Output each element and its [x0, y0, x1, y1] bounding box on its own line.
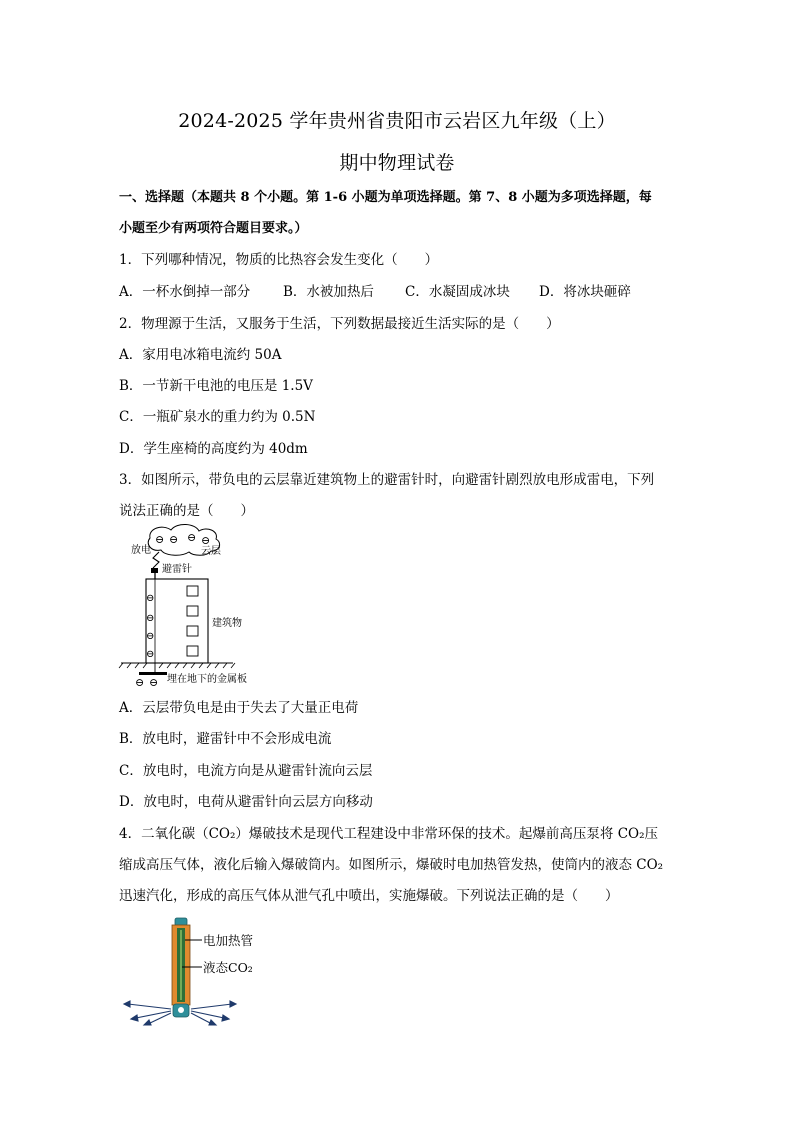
rod-charge-2: ⊖ — [146, 613, 155, 624]
section-heading-cont: 小题至少有两项符合题目要求。） — [119, 221, 308, 236]
q2-option-a: A．家用电冰箱电流约 50A — [119, 347, 282, 363]
q1-option-b: B．水被加热后 — [283, 284, 374, 300]
rod-head — [151, 568, 158, 573]
window-2 — [187, 606, 198, 616]
q3-option-c: C．放电时，电流方向是从避雷针流向云层 — [119, 763, 373, 779]
rod-charge-3: ⊖ — [146, 631, 155, 642]
q3-stem: 3．如图所示，带负电的云层靠近建筑物上的避雷针时，向避雷针剧烈放电形成雷电，下列 — [119, 472, 655, 488]
ground-hatch — [119, 663, 235, 668]
q4-stem-cont2: 迅速汽化，形成的高压气体从泄气孔中喷出，实施爆破。下列说法正确的是（ ） — [119, 888, 619, 904]
q4-stem: 4．二氧化碳（CO₂）爆破技术是现代工程建设中非常环保的技术。起爆前高压泵将 CO₂压 — [119, 826, 658, 842]
rod-charge-1: ⊖ — [146, 593, 155, 604]
label-rod: 避雷针 — [162, 564, 192, 575]
q3-option-d: D．放电时，电荷从避雷针向云层方向移动 — [119, 794, 373, 810]
label-plate: 埋在地下的金属板 — [167, 674, 247, 685]
vent-hole — [178, 1007, 184, 1013]
q2-option-d: D．学生座椅的高度约为 40dm — [119, 441, 308, 457]
blasting-tube-figure — [118, 914, 278, 1026]
metal-plate — [139, 672, 167, 675]
cloud-charge-2: ⊖ — [169, 533, 179, 546]
plate-charge-1: ⊖ — [135, 676, 145, 688]
window-4 — [187, 646, 198, 656]
label-building: 建筑物 — [212, 618, 242, 629]
q2-option-b: B．一节新干电池的电压是 1.5V — [119, 378, 313, 394]
q1-option-c: C．水凝固成冰块 — [405, 284, 510, 300]
section-heading: 一、选择题（本题共 8 个小题。第 1-6 小题为单项选择题。第 7、8 小题为多项选择题，每 — [119, 190, 652, 205]
label-heater: 电加热管 — [203, 933, 254, 948]
cloud-charge-1: ⊖ — [155, 533, 165, 546]
q3-stem-cont: 说法正确的是（ ） — [119, 503, 254, 519]
q2-stem: 2．物理源于生活，又服务于生活，下列数据最接近生活实际的是（ ） — [119, 316, 560, 332]
cloud-charge-3: ⊖ — [187, 531, 197, 544]
q2-option-c: C．一瓶矿泉水的重力约为 0.5N — [119, 409, 316, 425]
q3-option-b: B．放电时，避雷针中不会形成电流 — [119, 731, 332, 747]
q4-stem-cont: 缩成高压气体，液化后输入爆破筒内。如图所示，爆破时电加热管发热，使筒内的液态 CO₂ — [119, 857, 664, 873]
page-subtitle: 期中物理试卷 — [339, 152, 455, 174]
window-1 — [187, 586, 198, 596]
q1-option-d: D．将冰块砸碎 — [539, 284, 631, 300]
label-liquid-co2: 液态CO₂ — [203, 960, 253, 975]
q1-option-a: A．一杯水倒掉一部分 — [119, 284, 251, 300]
q1-options — [119, 280, 679, 300]
page-title: 2024-2025 学年贵州省贵阳市云岩区九年级（上） — [178, 110, 616, 132]
lightning-figure — [115, 522, 285, 688]
label-discharge: 放电 — [131, 545, 151, 556]
plate-charge-2: ⊖ — [149, 676, 159, 688]
rod-charge-4: ⊖ — [146, 649, 155, 660]
label-cloud: 云层 — [201, 546, 221, 557]
q1-stem: 1．下列哪种情况，物质的比热容会发生变化（ ） — [119, 252, 439, 268]
discharge-bolt — [153, 552, 159, 568]
q3-option-a: A．云层带负电是由于失去了大量正电荷 — [119, 700, 359, 716]
cloud-charge-4: ⊖ — [201, 534, 211, 547]
window-3 — [187, 626, 198, 636]
